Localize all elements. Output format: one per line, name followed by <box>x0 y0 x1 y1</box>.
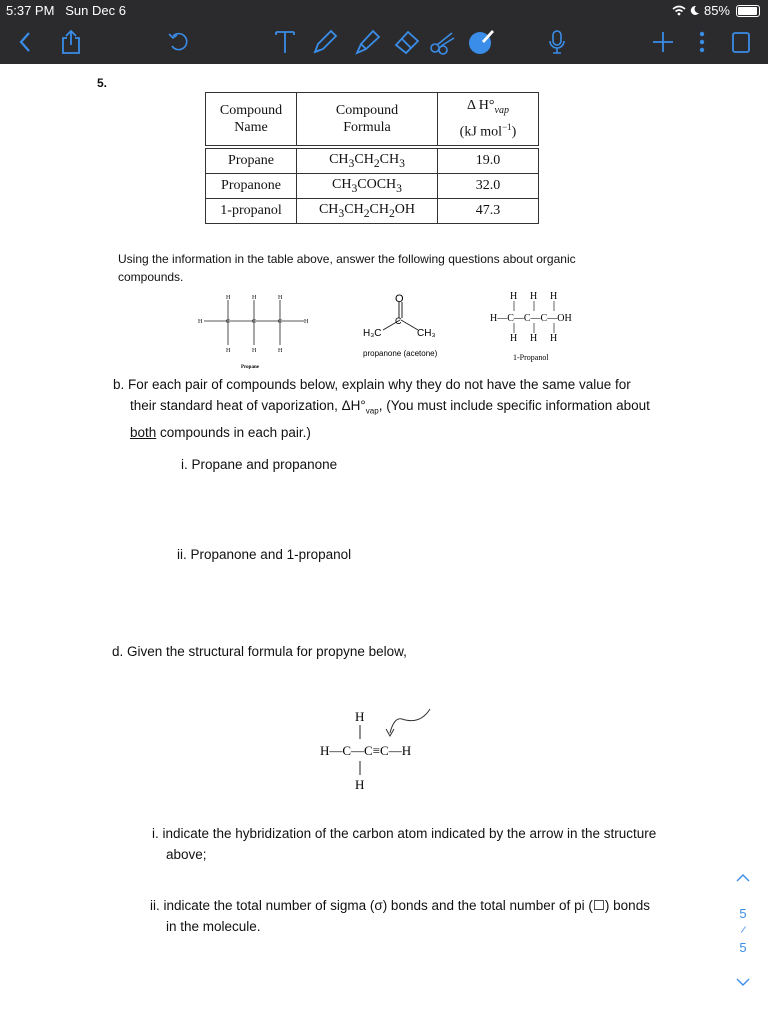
eraser-icon <box>393 28 421 56</box>
propanone-label: propanone (acetone) <box>363 349 438 358</box>
part-d-i: i. indicate the hybridization of the carbon atom indicated by the arrow in the structure above; <box>152 826 657 862</box>
color-picker-icon <box>466 27 496 57</box>
svg-text:H: H <box>226 348 231 354</box>
svg-text:H: H <box>510 333 518 344</box>
svg-text:H: H <box>304 319 309 325</box>
chevron-down-icon <box>736 978 750 987</box>
heat-of-vaporization-table <box>205 92 539 224</box>
moon-icon <box>690 5 700 16</box>
svg-text:C: C <box>278 319 283 325</box>
row-value: 19.0 <box>438 147 539 174</box>
pen-tool-button[interactable] <box>308 20 342 64</box>
color-picker-button[interactable] <box>464 20 498 64</box>
row-value: 47.3 <box>438 199 539 224</box>
part-b-ii: ii. Propanone and 1-propanol <box>177 547 352 562</box>
svg-text:H: H <box>278 295 283 301</box>
lasso-tool-button[interactable] <box>426 20 460 64</box>
more-options-button[interactable] <box>690 20 714 64</box>
svg-text:H₃C: H₃C <box>363 328 382 339</box>
wifi-icon <box>672 5 686 16</box>
svg-text:CH₃: CH₃ <box>417 328 436 339</box>
svg-text:H: H <box>278 348 283 354</box>
header-compound-name: Compound Name <box>206 93 297 148</box>
svg-text:C: C <box>395 316 402 326</box>
text-tool-button[interactable] <box>270 20 300 64</box>
propane-label: Propane <box>241 365 259 370</box>
pages-icon <box>731 30 751 54</box>
page-indicator: 5 / 5 <box>739 906 747 955</box>
row-value: 32.0 <box>438 174 539 199</box>
table-row <box>206 147 539 174</box>
status-indicators <box>672 3 760 18</box>
row-formula: $CH_3CH_2CH_2OH$ <box>297 199 438 224</box>
header-delta-h-vap: Δ $H^\circ_{vap}$ (kJ mol$^{-1}$) <box>438 93 539 148</box>
row-formula: $CH_3CH_2CH_3$ <box>297 147 438 174</box>
propanol-structure <box>488 288 598 368</box>
share-button[interactable] <box>56 20 86 64</box>
svg-text:H: H <box>550 333 558 344</box>
part-b-question: b. For each pair of compounds below, explain why they do not have the same value for their standard heat of vaporization, $\Delta H^\circ_{vap}$, (You must include specific information about both compounds in each pair.) <box>113 377 650 440</box>
propanol-label: 1-Propanol <box>513 353 549 362</box>
microphone-button[interactable] <box>540 20 574 64</box>
propane-structure <box>192 290 322 380</box>
add-page-button[interactable] <box>648 20 678 64</box>
svg-text:H: H <box>530 333 538 344</box>
microphone-icon <box>547 29 567 55</box>
highlighter-icon <box>353 28 381 56</box>
pen-icon <box>311 28 339 56</box>
undo-button[interactable] <box>163 20 193 64</box>
back-button[interactable] <box>10 20 40 64</box>
more-icon <box>699 31 705 53</box>
page-up-button[interactable] <box>736 870 750 885</box>
eraser-tool-button[interactable] <box>390 20 424 64</box>
status-bar <box>0 0 768 20</box>
battery-percent: 85% <box>703 3 730 18</box>
add-page-icon <box>652 31 674 53</box>
part-d-ii: ii. indicate the total number of sigma (σ) bonds and the total number of pi (☐) bonds in the molecule. <box>150 898 650 934</box>
lasso-scissors-icon <box>428 28 458 56</box>
svg-text:C: C <box>226 319 231 325</box>
svg-text:H—C—C≡C—H: H—C—C≡C—H <box>320 743 412 758</box>
page-down-button[interactable] <box>736 975 750 990</box>
svg-text:C: C <box>252 319 257 325</box>
row-formula: $CH_3COCH_3$ <box>297 174 438 199</box>
part-b-i: i. Propane and propanone <box>181 457 338 472</box>
svg-text:H: H <box>252 348 257 354</box>
row-name: Propane <box>206 147 297 174</box>
annotation-toolbar <box>0 20 768 64</box>
table-row <box>206 174 539 199</box>
arrow-icon <box>390 709 430 733</box>
row-name: Propanone <box>206 174 297 199</box>
text-tool-icon <box>273 29 297 55</box>
back-chevron-icon <box>18 31 32 53</box>
propanone-structure <box>355 290 465 365</box>
svg-text:H: H <box>355 777 365 792</box>
propyne-structure <box>312 705 472 795</box>
status-time-date: 5:37 PM Sun Dec 6 <box>6 3 126 18</box>
svg-text:H: H <box>355 709 365 724</box>
svg-text:H: H <box>252 295 257 301</box>
svg-text:H: H <box>550 291 558 302</box>
svg-text:H: H <box>530 291 538 302</box>
svg-text:H: H <box>226 295 231 301</box>
table-row <box>206 199 539 224</box>
svg-text:H—C—C—C—OH: H—C—C—C—OH <box>490 313 572 324</box>
svg-text:H: H <box>198 319 203 325</box>
part-d-question: d. Given the structural formula for propyne below, <box>112 644 407 659</box>
intro-text: Using the information in the table above, answer the following questions about organic compounds. <box>118 252 576 284</box>
battery-icon <box>736 5 760 17</box>
share-icon <box>60 29 82 55</box>
question-number: 5. <box>97 76 108 90</box>
table-header-row <box>206 93 539 148</box>
pages-button[interactable] <box>726 20 756 64</box>
header-compound-formula: Compound Formula <box>297 93 438 148</box>
svg-text:O: O <box>395 293 404 305</box>
svg-text:H: H <box>510 291 518 302</box>
highlighter-tool-button[interactable] <box>350 20 384 64</box>
undo-icon <box>167 32 189 52</box>
chevron-up-icon <box>736 873 750 882</box>
row-name: 1-propanol <box>206 199 297 224</box>
